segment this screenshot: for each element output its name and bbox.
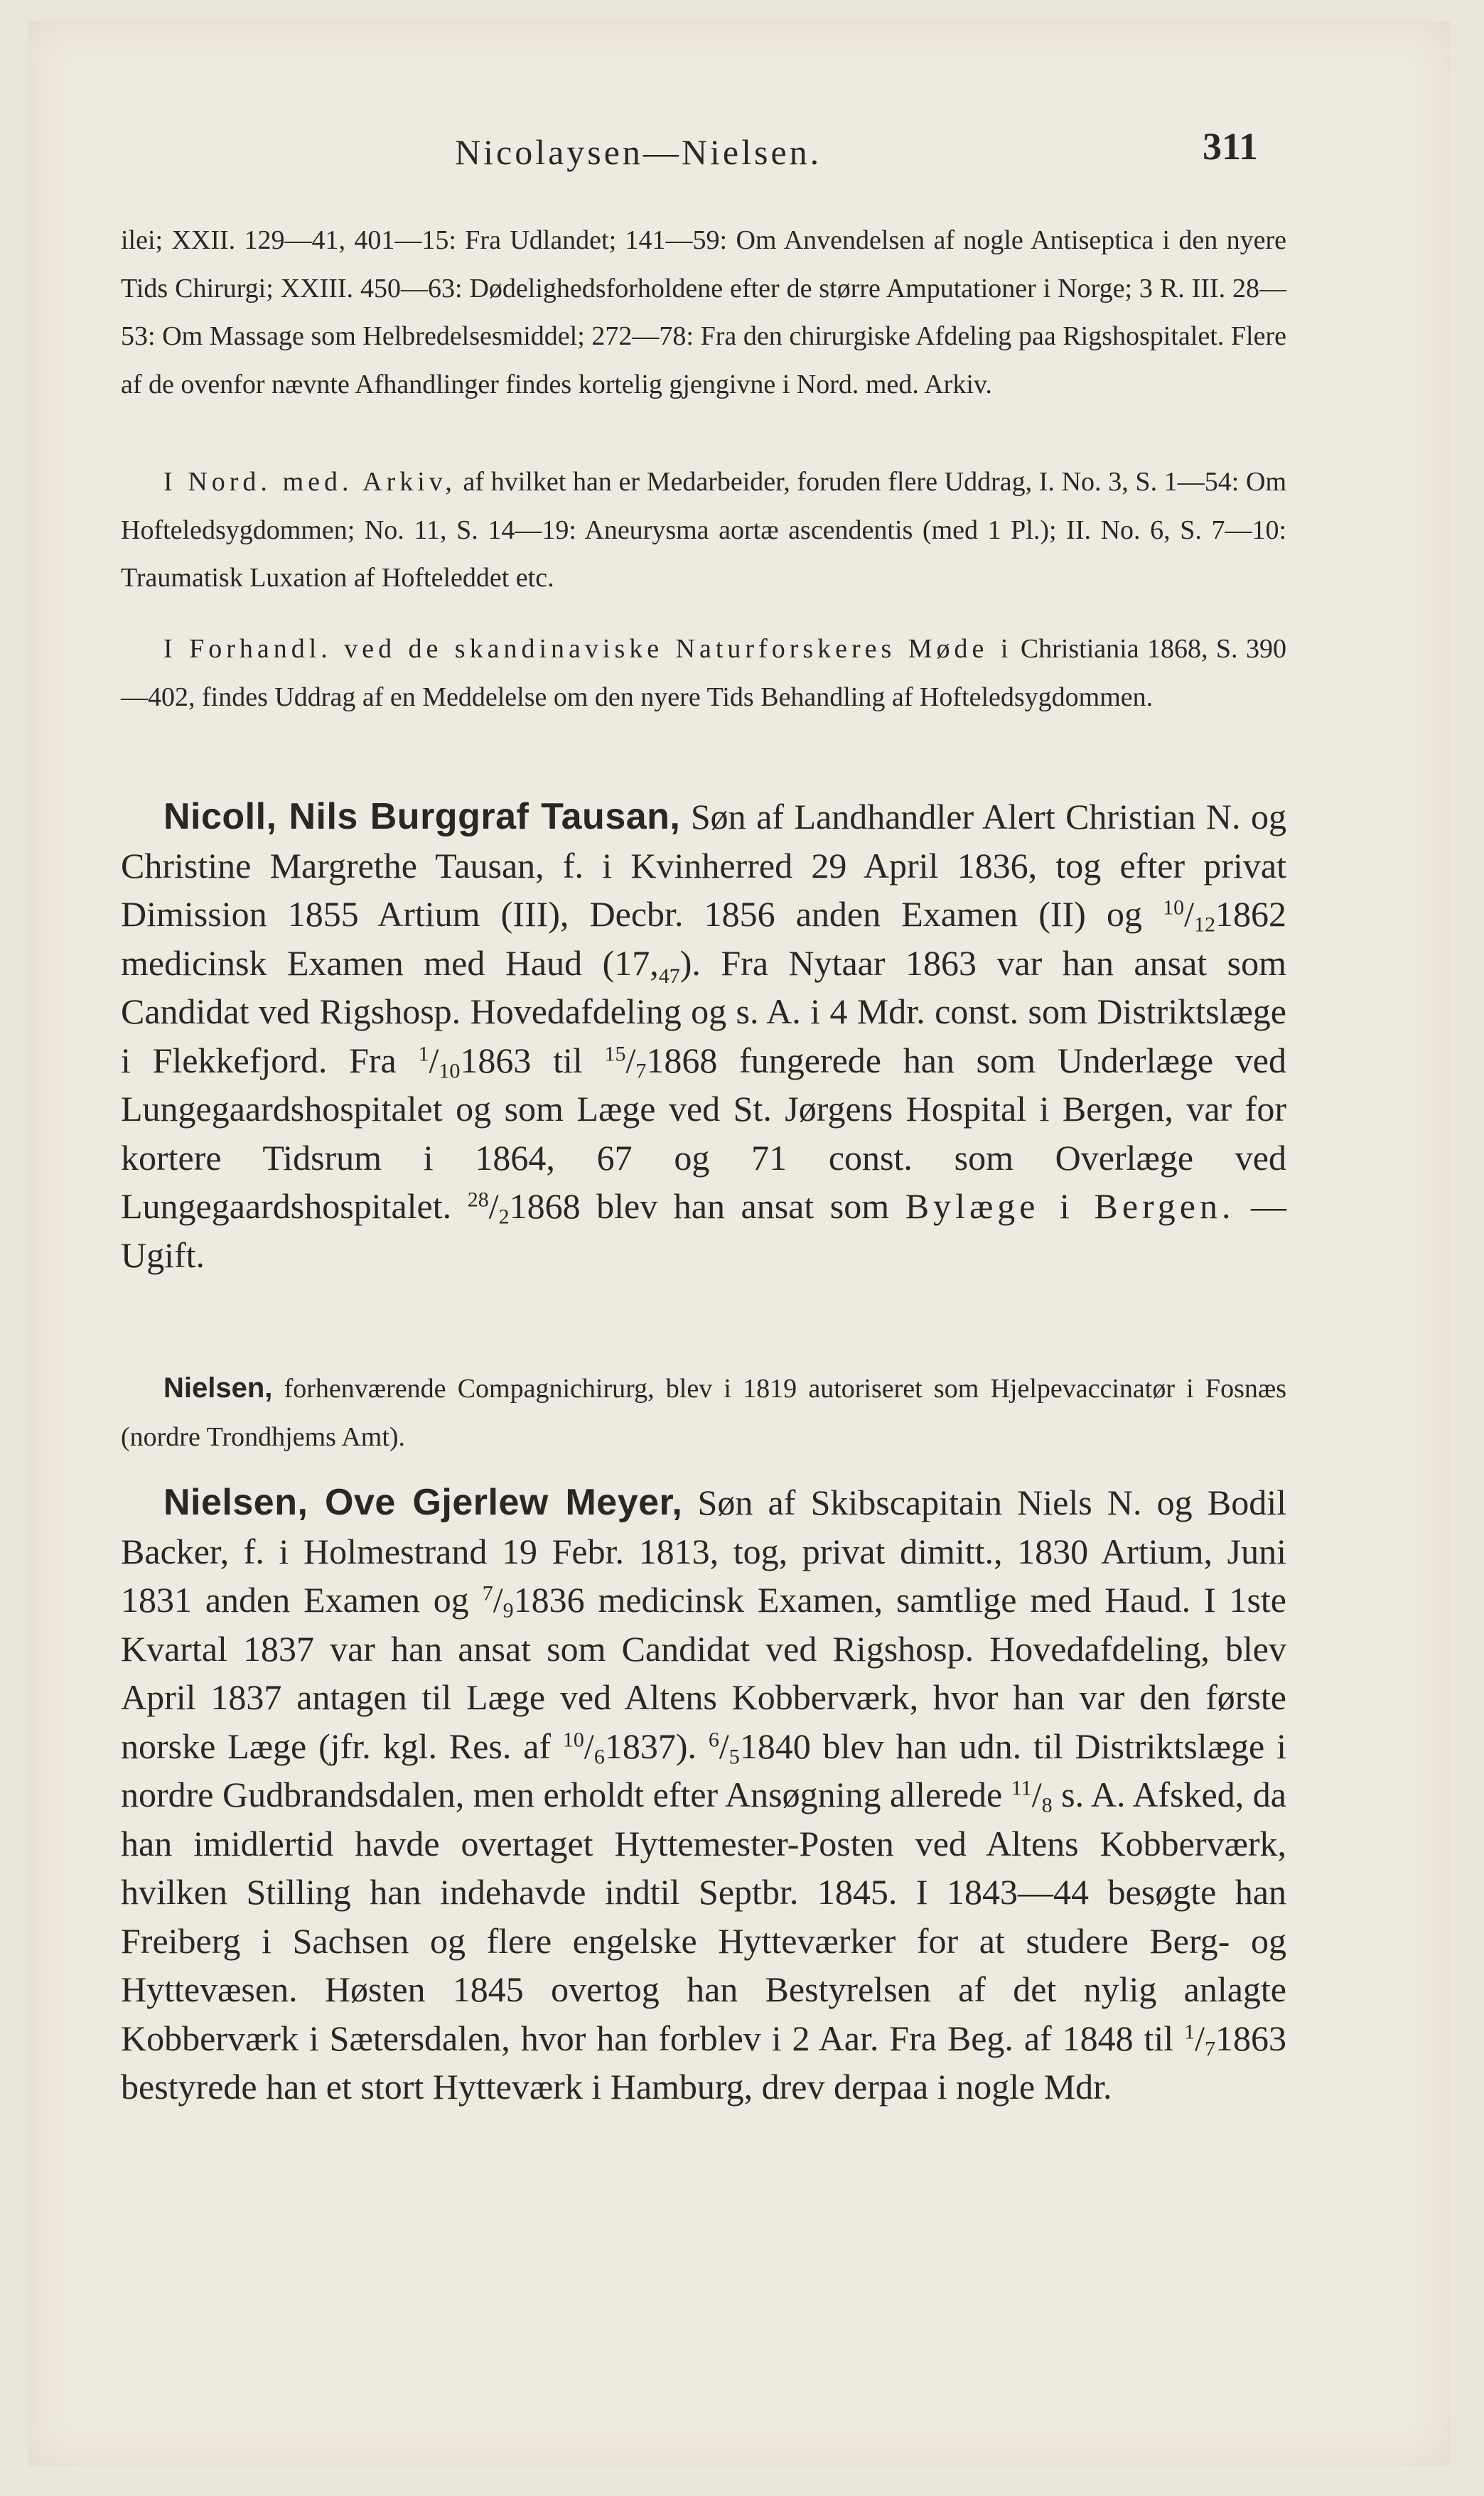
date-fraction: $^{28}/_2$ bbox=[467, 1186, 510, 1229]
forhandl-paragraph bbox=[121, 625, 1286, 721]
entry-text: 1863 til bbox=[460, 1040, 605, 1080]
page-number: 311 bbox=[1203, 125, 1259, 168]
fraction-denominator: 6 bbox=[593, 1745, 605, 1768]
entry-text: s. A. Afsked, da han imidlertid havde overtaget Hyttemester-Posten ved Altens Kobberværk, hvilken Stilling han indehavde indtil Septbr. 1845. I 1843—44 besøgte han Freiberg i Sachsen og flere engelske Hytteværker for at studere Berg- og Hyttevæsen. Høsten 1845 overtog han Bestyrelsen af det nylig anlagte Kobberværk i Sætersdalen, hvor han forblev i 2 Aar. Fra Beg. af 1848 til bbox=[121, 1775, 1286, 2058]
fraction-denominator: 10 bbox=[439, 1059, 461, 1082]
date-fraction: $^{11}/_8$ bbox=[1011, 1775, 1053, 1817]
entry-text: ). Fra Nytaar 1863 var han ansat som Candidat ved Rigshosp. Hovedafdeling og s. A. i 4 Mdr. const. som Distriktslæge i Flekkefjord. Fra bbox=[121, 942, 1286, 1080]
fraction-denominator: 7 bbox=[635, 1059, 647, 1082]
entry-name-nielsen-ove: Nielsen, Ove Gjerlew Meyer, bbox=[163, 1482, 683, 1523]
continuation-paragraph bbox=[121, 217, 1286, 409]
fraction-numerator: 11 bbox=[1011, 1776, 1032, 1800]
running-header: Nicolaysen—Nielsen. bbox=[455, 132, 822, 172]
fraction-numerator: 1 bbox=[418, 1042, 429, 1065]
fraction-numerator: 28 bbox=[467, 1188, 489, 1212]
continuation-text: ilei; XXII. 129—41, 401—15: Fra Udlandet; 141—59: Om Anvendelsen af nogle Antiseptica i den nyere Tids Chirurgi; XXIII. 450—63: Dødelighedsforholdene efter de større Amputationer i Norge; 3 R. III. 28—53: Om Massage som Helbredelsesmiddel; 272—78: Fra den chirurgiske Afdeling paa Rigshospitalet. Flere af de ovenfor nævnte Afhandlinger findes kortelig gjengivne i Nord. med. Arkiv. bbox=[121, 225, 1286, 399]
entry-text: 1868 fungerede han som Underlæge ved Lungegaardshospitalet og som Læge ved St. Jørgens Hospital i Bergen, var for kortere Tidsrum i 1864, 67 og 71 const. som Overlæge ved Lungegaardshospitalet. bbox=[121, 1040, 1286, 1226]
fraction-numerator: 10 bbox=[1163, 895, 1185, 920]
entry-text: 1840 blev han udn. til Distriktslæge i nordre Gudbrandsdalen, men erholdt efter Ansøgning allerede bbox=[121, 1726, 1286, 1814]
spaced-emphasis: Bylæge i Bergen. bbox=[905, 1186, 1235, 1226]
entry-text: 1836 medicinsk Examen, samtlige med Haud. I 1ste Kvartal 1837 var han ansat som Candidat ved Rigshosp. Hovedafdeling, blev April 1837 antagen til Læge ved Altens Kobberværk, hvor han var den første norske Læge (jfr. kgl. Res. af bbox=[121, 1580, 1287, 1766]
entry-nielsen bbox=[121, 1365, 1286, 1461]
fraction-numerator: 10 bbox=[562, 1728, 584, 1751]
date-fraction: $^6/_5$ bbox=[708, 1726, 740, 1768]
forhandl-lead: I Forhandl. ved de skandinaviske Naturforskeres Møde i bbox=[163, 634, 1013, 664]
entry-text: 1837). bbox=[604, 1726, 709, 1766]
fraction-denominator: 2 bbox=[498, 1205, 510, 1229]
entry-text: — Ugift. bbox=[121, 1186, 1286, 1275]
fraction-numerator: 6 bbox=[708, 1728, 719, 1751]
date-fraction: $^1/_{10}$ bbox=[418, 1040, 461, 1082]
fraction-denominator: 9 bbox=[502, 1598, 514, 1623]
entry-nielsen-ove bbox=[121, 1478, 1286, 2112]
entry-text: Søn af Landhandler Alert Christian N. og Christine Margrethe Tausan, f. i Kvinherred 29 April 1836, tog efter privat Dimission 1855 Artium (III), Decbr. 1856 anden Examen (II) og bbox=[121, 797, 1286, 934]
entry-text: forhenværende Compagnichirurg, blev i 1819 autoriseret som Hjelpevaccinatør i Fosnæs (nordre Trondhjems Amt). bbox=[121, 1374, 1286, 1452]
date-fraction: $^1/_7$ bbox=[1184, 2018, 1215, 2060]
nord-arkiv-lead: I Nord. med. Arkiv, bbox=[163, 467, 456, 497]
fraction-denominator: 8 bbox=[1041, 1793, 1053, 1817]
haud-subscript: 47 bbox=[658, 964, 680, 988]
date-fraction: $^{10}/_6$ bbox=[562, 1726, 605, 1768]
entry-text: 1863 bestyrede han et stort Hytteværk i Hamburg, drev derpaa i nogle Mdr. bbox=[121, 2018, 1286, 2107]
fraction-numerator: 15 bbox=[604, 1042, 626, 1065]
fraction-numerator: 1 bbox=[1184, 2020, 1195, 2043]
entry-text: 1868 blev han ansat som bbox=[509, 1186, 905, 1226]
date-fraction: $^7/_9$ bbox=[482, 1580, 514, 1623]
date-fraction: $^{15}/_7$ bbox=[604, 1040, 647, 1082]
fraction-numerator: 7 bbox=[482, 1581, 493, 1605]
entry-text: 1862 medicinsk Examen med Haud (17, bbox=[121, 894, 1286, 983]
date-fraction: $^{10}/_{12}$ bbox=[1163, 894, 1215, 937]
nord-arkiv-text: af hvilket han er Medarbeider, foruden flere Uddrag, I. No. 3, S. 1—54: Om Hofteledsygdommen; No. 11, S. 14—19: Aneurysma aortæ ascendentis (med 1 Pl.); II. No. 6, S. 7—10: Traumatisk Luxation af Hofteleddet etc. bbox=[121, 467, 1286, 593]
fraction-denominator: 7 bbox=[1205, 2037, 1215, 2060]
entry-name-nicoll: Nicoll, Nils Burggraf Tausan, bbox=[163, 796, 681, 837]
entry-nicoll bbox=[121, 792, 1286, 1279]
fraction-denominator: 12 bbox=[1194, 913, 1215, 937]
forhandl-text: Christiania 1868, S. 390—402, findes Uddrag af en Meddelelse om den nyere Tids Behandling af Hofteledsygdommen. bbox=[121, 634, 1286, 712]
entry-text: Søn af Skibscapitain Niels N. og Bodil Backer, f. i Holmestrand 19 Febr. 1813, tog, privat dimitt., 1830 Artium, Juni 1831 anden Examen og bbox=[121, 1483, 1286, 1620]
nord-arkiv-paragraph bbox=[121, 458, 1286, 603]
entry-name-nielsen: Nielsen, bbox=[163, 1372, 273, 1404]
fraction-denominator: 5 bbox=[728, 1745, 740, 1768]
